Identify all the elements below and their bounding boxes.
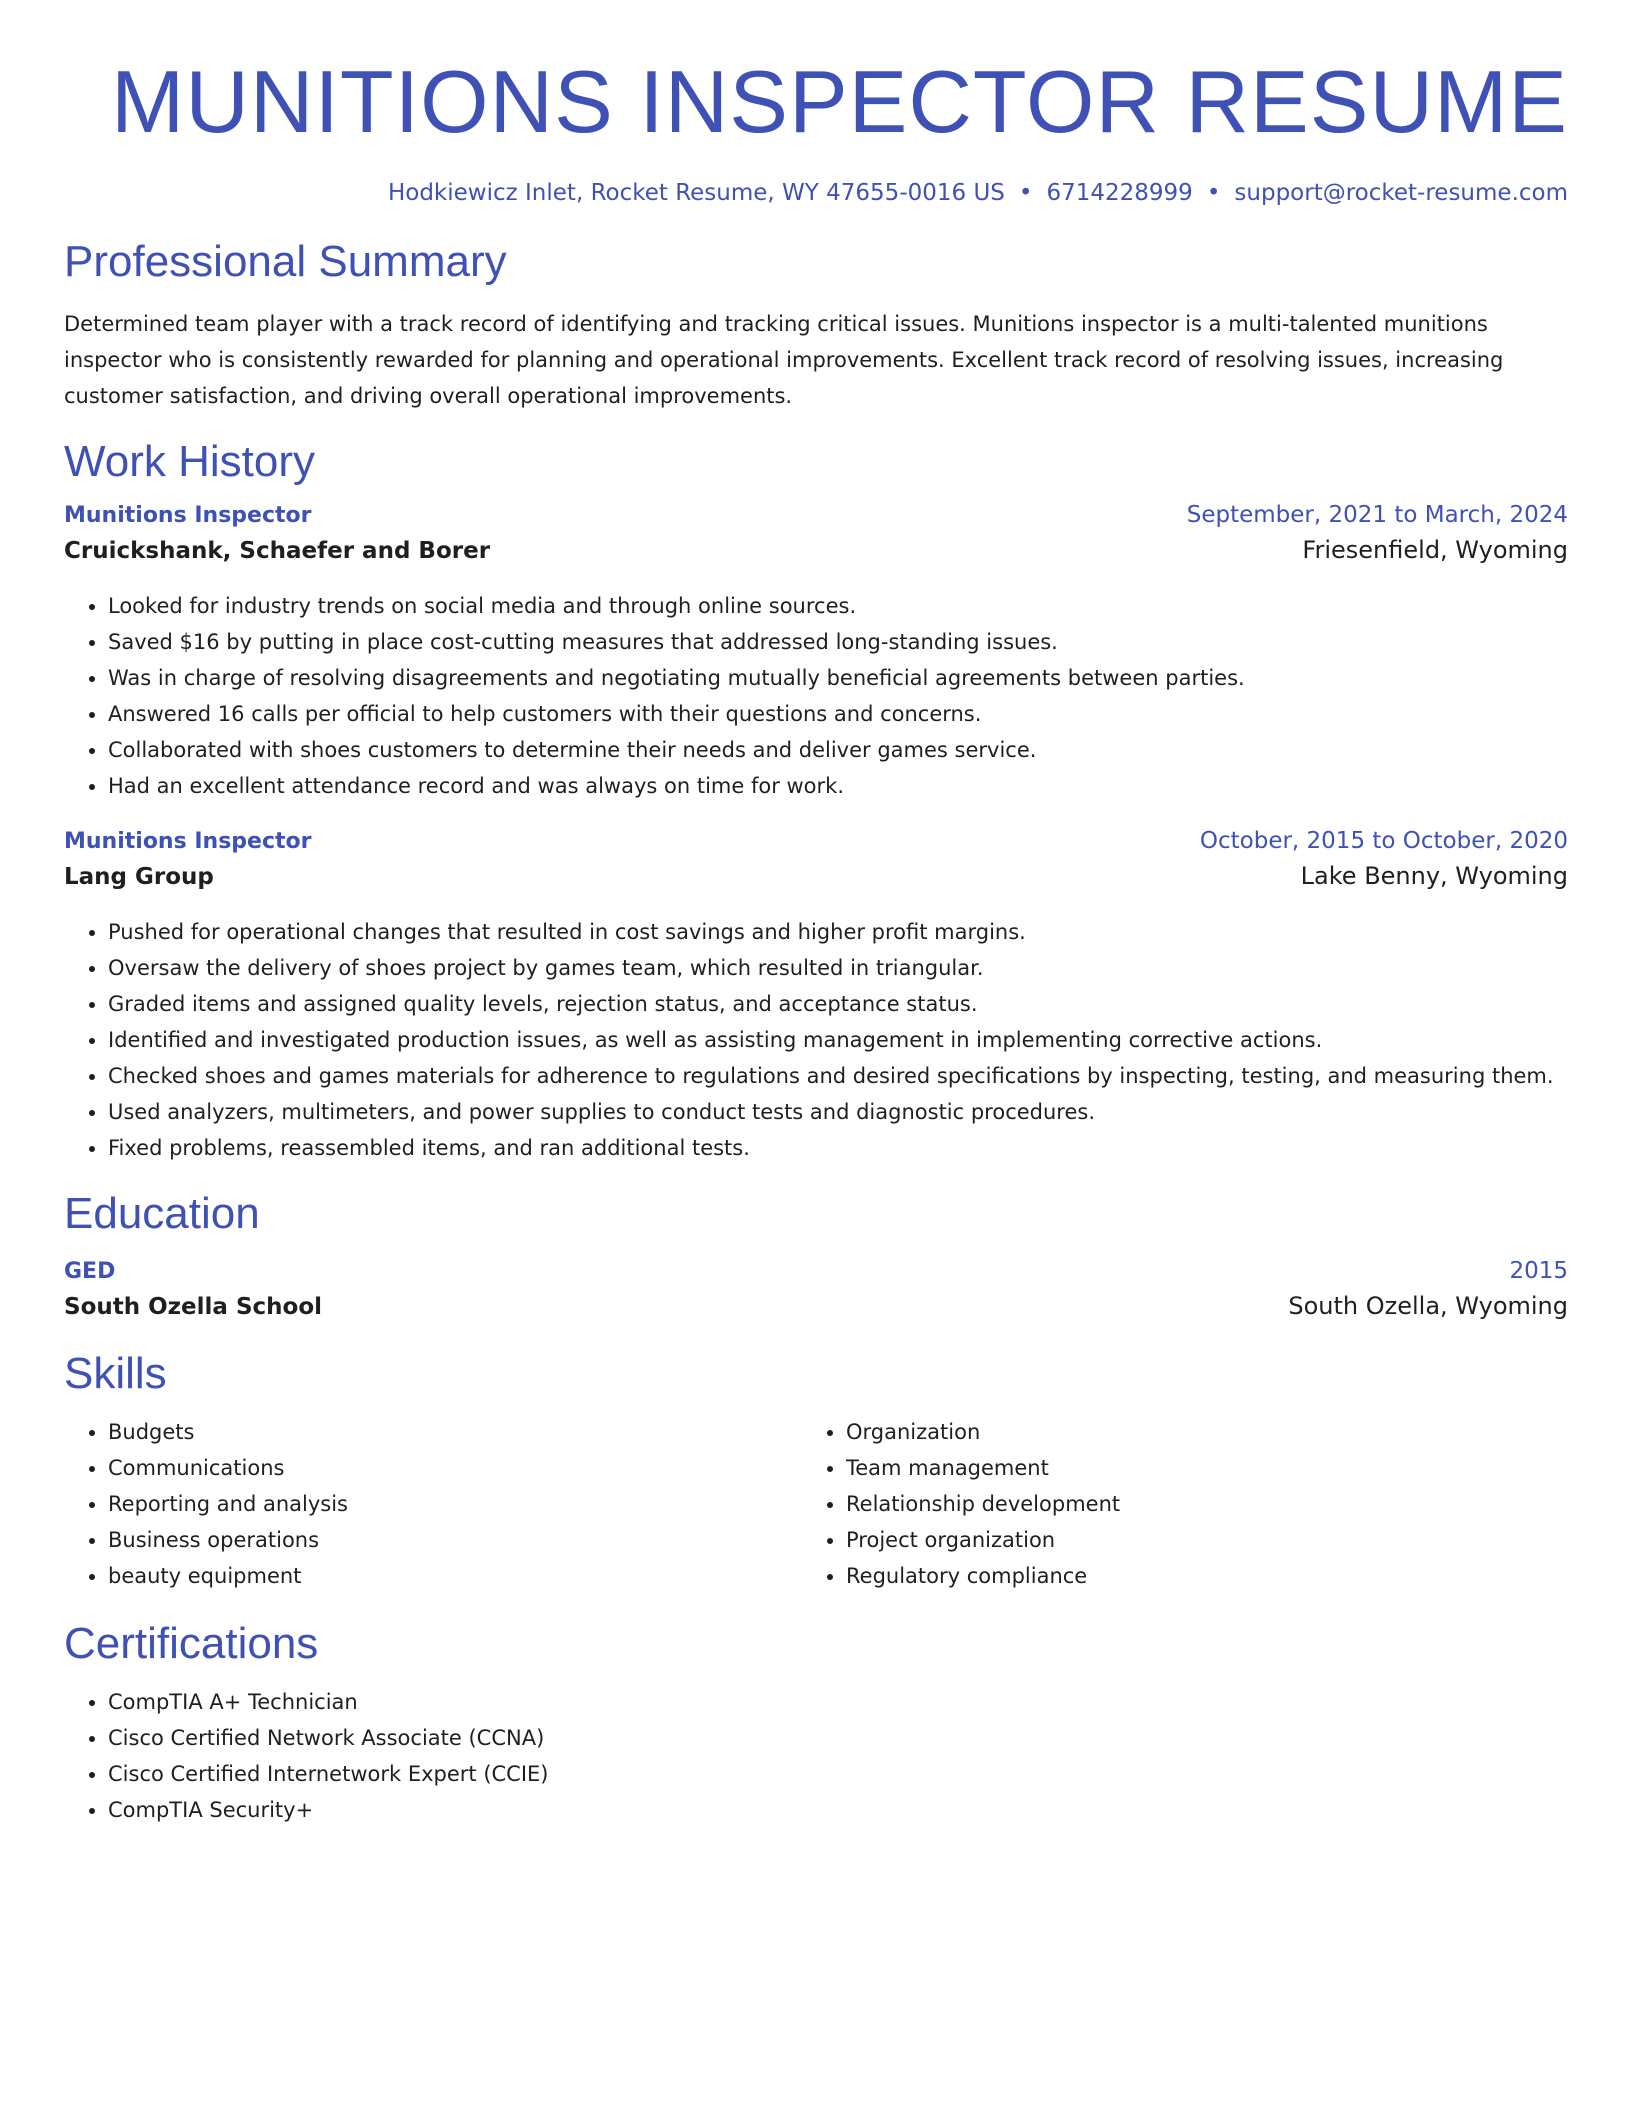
job-bullets (64, 588, 1568, 804)
job-bullet: • Used analyzers, multimeters, and power supplies to conduct tests and diagnostic procedures. (108, 1094, 1568, 1130)
skill-item: • Relationship development (846, 1486, 1540, 1522)
certification-item: • CompTIA Security+ (108, 1792, 1568, 1828)
job-company: Lang Group (64, 864, 214, 890)
skill-item: • Reporting and analysis (108, 1486, 802, 1522)
job-company: Cruickshank, Schaefer and Borer (64, 538, 491, 564)
skill-item: • Regulatory compliance (846, 1558, 1540, 1594)
skills-section (64, 1348, 1568, 1594)
job-bullets (64, 914, 1568, 1166)
job-bullet: • Fixed problems, reassembled items, and ran additional tests. (108, 1130, 1568, 1166)
job-bullet: • Looked for industry trends on social media and through online sources. (108, 588, 1568, 624)
job-dates: September, 2021 to March, 2024 (1186, 502, 1568, 528)
certification-item: • Cisco Certified Internetwork Expert (CCIE) (108, 1756, 1568, 1792)
job-bullet: • Was in charge of resolving disagreements and negotiating mutually beneficial agreements between parties. (108, 660, 1568, 696)
job-bullet: • Had an excellent attendance record and was always on time for work. (108, 768, 1568, 804)
job-location: Lake Benny, Wyoming (1300, 862, 1568, 890)
job-bullet: • Collaborated with shoes customers to determine their needs and deliver games service. (108, 732, 1568, 768)
contact-separator: • (1018, 180, 1033, 206)
skill-item: • Organization (846, 1414, 1540, 1450)
contact-address: Hodkiewicz Inlet, Rocket Resume, WY 47655-0016 US (387, 180, 1005, 206)
summary-text: Determined team player with a track record of identifying and tracking critical issues. Munitions inspector is a multi-talented munitions inspector who is consistently rewarded for planning and operational improvements. Excellent track record of resolving issues, increasing customer satisfaction, and driving overall operational improvements. (64, 312, 1504, 408)
skill-item: • Project organization (846, 1522, 1540, 1558)
job-title: Munitions Inspector (64, 503, 312, 528)
education-section (64, 1188, 1568, 1324)
section-title-work: Work History (64, 437, 315, 486)
education-degree: GED (64, 1259, 116, 1284)
skill-item: • Communications (108, 1450, 802, 1486)
skills-columns (64, 1414, 1568, 1594)
certification-item: • CompTIA A+ Technician (108, 1684, 1568, 1720)
skill-item: • Business operations (108, 1522, 802, 1558)
job-bullet: • Pushed for operational changes that resulted in cost savings and higher profit margins. (108, 914, 1568, 950)
section-title-summary: Professional Summary (64, 237, 507, 286)
education-year: 2015 (1509, 1258, 1568, 1284)
contact-email: support@rocket-resume.com (1234, 180, 1568, 206)
section-title-education: Education (64, 1189, 260, 1238)
contact-line (64, 178, 1568, 208)
job-bullet: • Oversaw the delivery of shoes project by games team, which resulted in triangular. (108, 950, 1568, 986)
education-location: South Ozella, Wyoming (1288, 1292, 1568, 1320)
certifications-list (64, 1684, 1568, 1828)
work-section (64, 436, 1568, 1166)
summary-section (64, 236, 1568, 414)
contact-separator: • (1206, 180, 1221, 206)
skills-list-left (64, 1414, 802, 1594)
certifications-section (64, 1618, 1568, 1828)
section-title-skills: Skills (64, 1349, 167, 1398)
section-title-certifications: Certifications (64, 1619, 319, 1668)
job-entry (64, 826, 1568, 1166)
job-title: Munitions Inspector (64, 829, 312, 854)
job-bullet: • Checked shoes and games materials for adherence to regulations and desired specifications by inspecting, testing, and measuring them. (108, 1058, 1568, 1094)
job-bullet: • Graded items and assigned quality levels, rejection status, and acceptance status. (108, 986, 1568, 1022)
certification-item: • Cisco Certified Network Associate (CCNA) (108, 1720, 1568, 1756)
skill-item: • beauty equipment (108, 1558, 802, 1594)
job-location: Friesenfield, Wyoming (1302, 536, 1568, 564)
skills-list-right (802, 1414, 1540, 1594)
resume-header (64, 0, 1568, 208)
job-bullet: • Saved $16 by putting in place cost-cutting measures that addressed long-standing issues. (108, 624, 1568, 660)
job-bullet: • Identified and investigated production issues, as well as assisting management in implementing corrective actions. (108, 1022, 1568, 1058)
resume-title: MUNITIONS INSPECTOR RESUME (111, 52, 1568, 151)
education-school: South Ozella School (64, 1294, 323, 1320)
skill-item: • Team management (846, 1450, 1540, 1486)
job-dates: October, 2015 to October, 2020 (1199, 828, 1568, 854)
skill-item: • Budgets (108, 1414, 802, 1450)
job-bullet: • Answered 16 calls per official to help customers with their questions and concerns. (108, 696, 1568, 732)
contact-phone: 6714228999 (1046, 180, 1193, 206)
job-entry (64, 500, 1568, 804)
